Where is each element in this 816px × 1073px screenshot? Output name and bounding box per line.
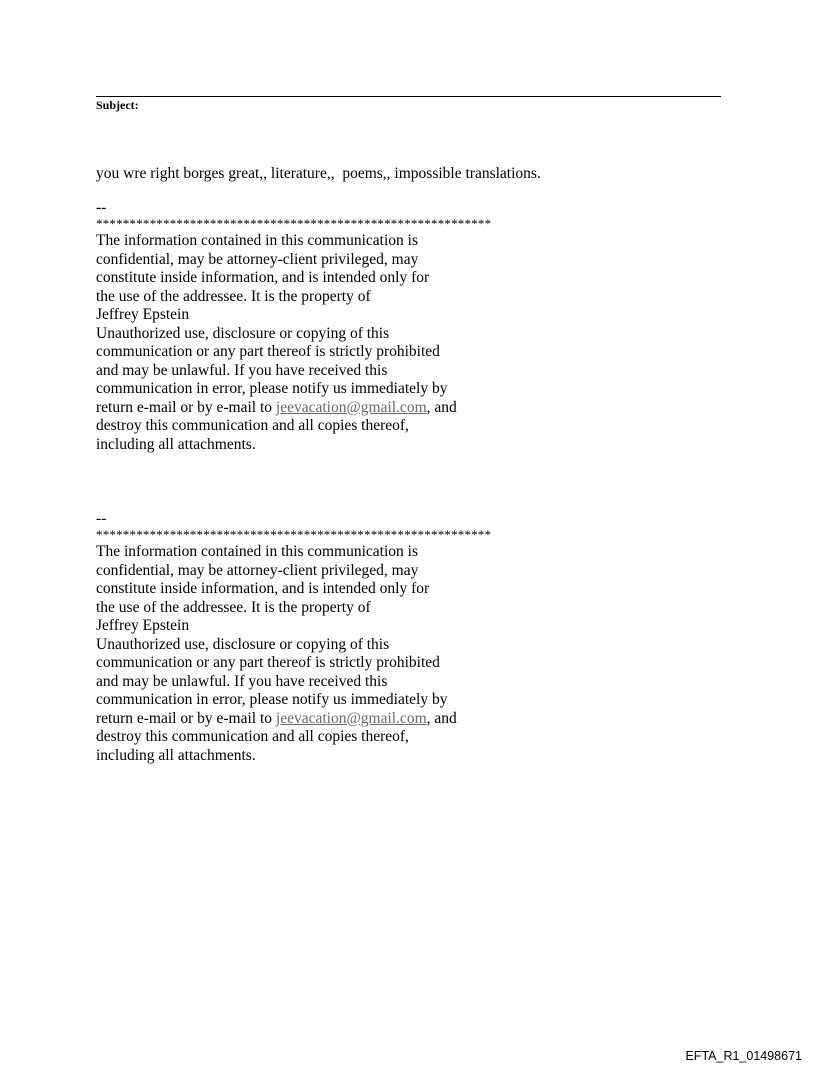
disclaimer-line: Jeffrey Epstein: [96, 617, 190, 634]
disclaimer-line: the use of the addressee. It is the property of: [96, 598, 371, 616]
disclaimer-line: communication in error, please notify us immediately by: [96, 380, 448, 397]
link-prefix: return e-mail or by e-mail to: [96, 709, 276, 727]
disclaimer-line: constitute inside information, and is intended only for: [96, 269, 430, 286]
signature-separator: --: [96, 510, 107, 527]
disclaimer-line: The information contained in this communication is: [96, 543, 418, 560]
asterisk-divider: ***********************************************************: [96, 216, 492, 231]
disclaimer-line: and may be unlawful. If you have received this: [96, 672, 388, 690]
disclaimer-line: constitute inside information, and is intended only for: [96, 580, 430, 597]
link-prefix: return e-mail or by e-mail to: [96, 398, 276, 416]
disclaimer-line: including all attachments.: [96, 746, 256, 764]
disclaimer-footer: [96, 200, 491, 454]
disclaimer-line: Jeffrey Epstein: [96, 306, 190, 323]
disclaimer-footer: [96, 511, 491, 765]
disclaimer-line: communication or any part thereof is strictly prohibited: [96, 343, 440, 360]
disclaimer-line: communication in error, please notify us immediately by: [96, 691, 448, 708]
disclaimer-line: destroy this communication and all copies thereof,: [96, 417, 409, 434]
email-link[interactable]: jeevacation@gmail.com: [275, 398, 427, 416]
bates-number: EFTA_R1_01498671: [685, 1049, 802, 1063]
disclaimer-link-line: [96, 710, 491, 729]
header-divider: [96, 96, 721, 97]
message-body: you wre right borges great,, literature,, poems,, impossible translations.: [96, 165, 541, 182]
subject-label: Subject:: [96, 98, 139, 112]
disclaimer-line: confidential, may be attorney-client privileged, may: [96, 561, 419, 579]
link-suffix: , and: [426, 398, 457, 416]
disclaimer-line: The information contained in this communication is: [96, 232, 418, 249]
disclaimer-line: destroy this communication and all copies thereof,: [96, 728, 409, 745]
disclaimer-line: including all attachments.: [96, 435, 256, 453]
disclaimer-line: communication or any part thereof is strictly prohibited: [96, 654, 440, 671]
signature-separator: --: [96, 199, 107, 216]
asterisk-divider: ***********************************************************: [96, 527, 492, 542]
disclaimer-link-line: [96, 399, 491, 418]
disclaimer-line: Unauthorized use, disclosure or copying of this: [96, 635, 390, 653]
email-link[interactable]: jeevacation@gmail.com: [275, 709, 427, 727]
disclaimer-line: the use of the addressee. It is the property of: [96, 287, 371, 305]
disclaimer-line: confidential, may be attorney-client privileged, may: [96, 250, 419, 268]
disclaimer-line: and may be unlawful. If you have received this: [96, 361, 388, 379]
link-suffix: , and: [426, 709, 457, 727]
disclaimer-line: Unauthorized use, disclosure or copying of this: [96, 324, 390, 342]
